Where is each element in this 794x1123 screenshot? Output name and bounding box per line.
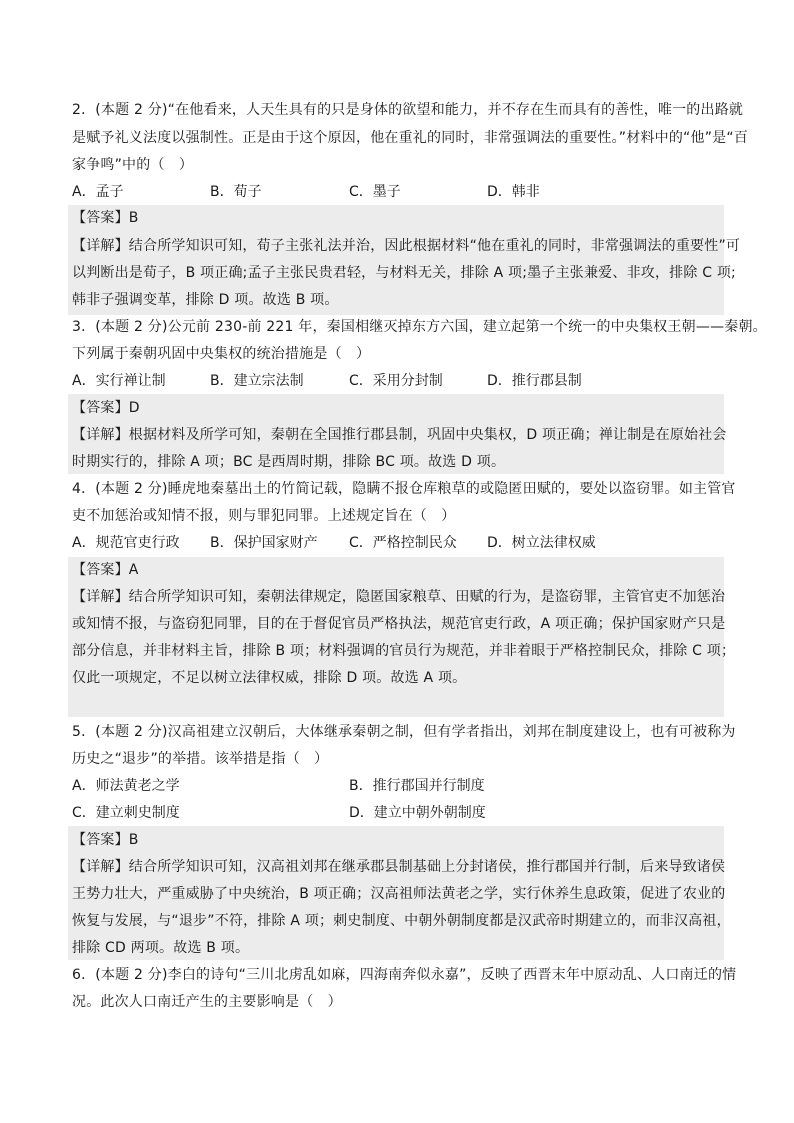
q3-answer: 【答案】D	[72, 400, 140, 416]
q5-detail-line-4: 排除 CD 两项。故选 B 项。	[72, 940, 250, 956]
q2-option-b: B．荀子	[210, 184, 262, 200]
q3-stem-line-1: 3．(本题 2 分)公元前 230-前 221 年，秦国相继灭掉东方六国，建立起第一个统一的中央集权王朝——秦朝。	[72, 319, 767, 335]
q2-stem-line-2: 是赋予礼义法度以强制性。正是由于这个原因，他在重礼的同时，非常强调法的重要性。”材料中的“他”是“百	[72, 130, 749, 146]
q3-detail-line-2: 时期实行的，排除 A 项；BC 是西周时期，排除 BC 项。故选 D 项。	[72, 454, 506, 470]
q6-stem-line-2: 况。此次人口南迁产生的主要影响是（ ）	[72, 994, 342, 1010]
q3-option-b: B．建立宗法制	[210, 373, 304, 389]
q4-detail-line-3: 部分信息，并非材料主旨，排除 B 项；材料强调的官员行为规范，并非着眼于严格控制民众，排除 C 项；	[72, 643, 736, 659]
q5-option-c: C．建立刺史制度	[72, 805, 180, 821]
q5-option-a: A．师法黄老之学	[72, 778, 180, 794]
q2-detail-line-1: 【详解】结合所学知识可知，荀子主张礼法并治，因此根据材料“他在重礼的同时，非常强调法的重要性”可	[72, 238, 741, 254]
q4-detail-line-2: 或知情不报，与盗窃犯同罪，目的在于督促官员严格执法，规范官吏行政，A 项正确；保护国家财产只是	[72, 616, 726, 632]
q6-stem-line-1: 6．(本题 2 分)李白的诗句“三川北虏乱如麻，四海南奔似永嘉”，反映了西晋末年中原动乱、人口南迁的情	[72, 967, 737, 983]
q4-detail-line-4: 仅此一项规定，不足以树立法律权威，排除 D 项。故选 A 项。	[72, 670, 467, 686]
q4-answer: 【答案】A	[72, 562, 139, 578]
q2-detail-line-2: 以判断出是荀子，B 项正确;孟子主张民贵君轻，与材料无关，排除 A 项;墨子主张兼爱、非攻，排除 C 项;	[72, 265, 736, 281]
q3-option-d: D．推行郡县制	[487, 373, 582, 389]
q2-option-d: D．韩非	[487, 184, 540, 200]
q4-answer-box	[68, 557, 724, 717]
q5-detail-line-1: 【详解】结合所学知识可知，汉高祖刘邦在继承郡县制基础上分封诸侯，推行郡国并行制，后来导致诸侯	[72, 859, 726, 875]
q5-stem-line-2: 历史之“退步”的举措。该举措是指（ ）	[72, 751, 329, 767]
q2-detail-line-3: 韩非子强调变革，排除 D 项。故选 B 项。	[72, 292, 339, 308]
q5-detail-line-3: 恢复与发展，与“退步”不符，排除 A 项；刺史制度、中朝外朝制度都是汉武帝时期建立的，而非汉高祖，	[72, 913, 731, 929]
q5-option-d: D．建立中朝外朝制度	[349, 805, 486, 821]
q2-option-a: A．孟子	[72, 184, 124, 200]
q2-stem-line-1: 2．(本题 2 分)“在他看来，人天生具有的只是身体的欲望和能力，并不存在生而具有的善性，唯一的出路就	[72, 102, 744, 118]
q5-option-b: B．推行郡国并行制度	[349, 778, 485, 794]
q4-stem-line-1: 4．(本题 2 分)睡虎地秦墓出土的竹简记载，隐瞒不报仓库粮草的或隐匿田赋的，要处以盗窃罪。如主管官	[72, 481, 736, 497]
q3-option-a: A．实行禅让制	[72, 373, 166, 389]
q4-detail-line-1: 【详解】结合所学知识可知，秦朝法律规定，隐匿国家粮草、田赋的行为，是盗窃罪，主管官吏不加惩治	[72, 589, 726, 605]
q4-option-c: C．严格控制民众	[349, 535, 457, 551]
q4-option-b: B．保护国家财产	[210, 535, 318, 551]
q3-detail-line-1: 【详解】根据材料及所学可知，秦朝在全国推行郡县制，巩固中央集权，D 项正确；禅让制是在原始社会	[72, 427, 727, 443]
q3-stem-line-2: 下列属于秦朝巩固中央集权的统治措施是（ ）	[72, 346, 371, 362]
q5-answer: 【答案】B	[72, 832, 139, 848]
q3-option-c: C．采用分封制	[349, 373, 443, 389]
q5-detail-line-2: 王势力壮大，严重威胁了中央统治，B 项正确；汉高祖师法黄老之学，实行休养生息政策，促进了农业的	[72, 886, 726, 902]
q2-answer: 【答案】B	[72, 210, 139, 226]
q4-option-d: D．树立法律权威	[487, 535, 596, 551]
q4-stem-line-2: 吏不加惩治或知情不报，则与罪犯同罪。上述规定旨在（ ）	[72, 508, 456, 524]
q2-stem-line-3: 家争鸣”中的（ ）	[72, 157, 194, 173]
q4-option-a: A．规范官吏行政	[72, 535, 180, 551]
q5-stem-line-1: 5．(本题 2 分)汉高祖建立汉朝后，大体继承秦朝之制，但有学者指出，刘邦在制度建设上，也有可被称为	[72, 724, 736, 740]
q2-option-c: C．墨子	[349, 184, 401, 200]
